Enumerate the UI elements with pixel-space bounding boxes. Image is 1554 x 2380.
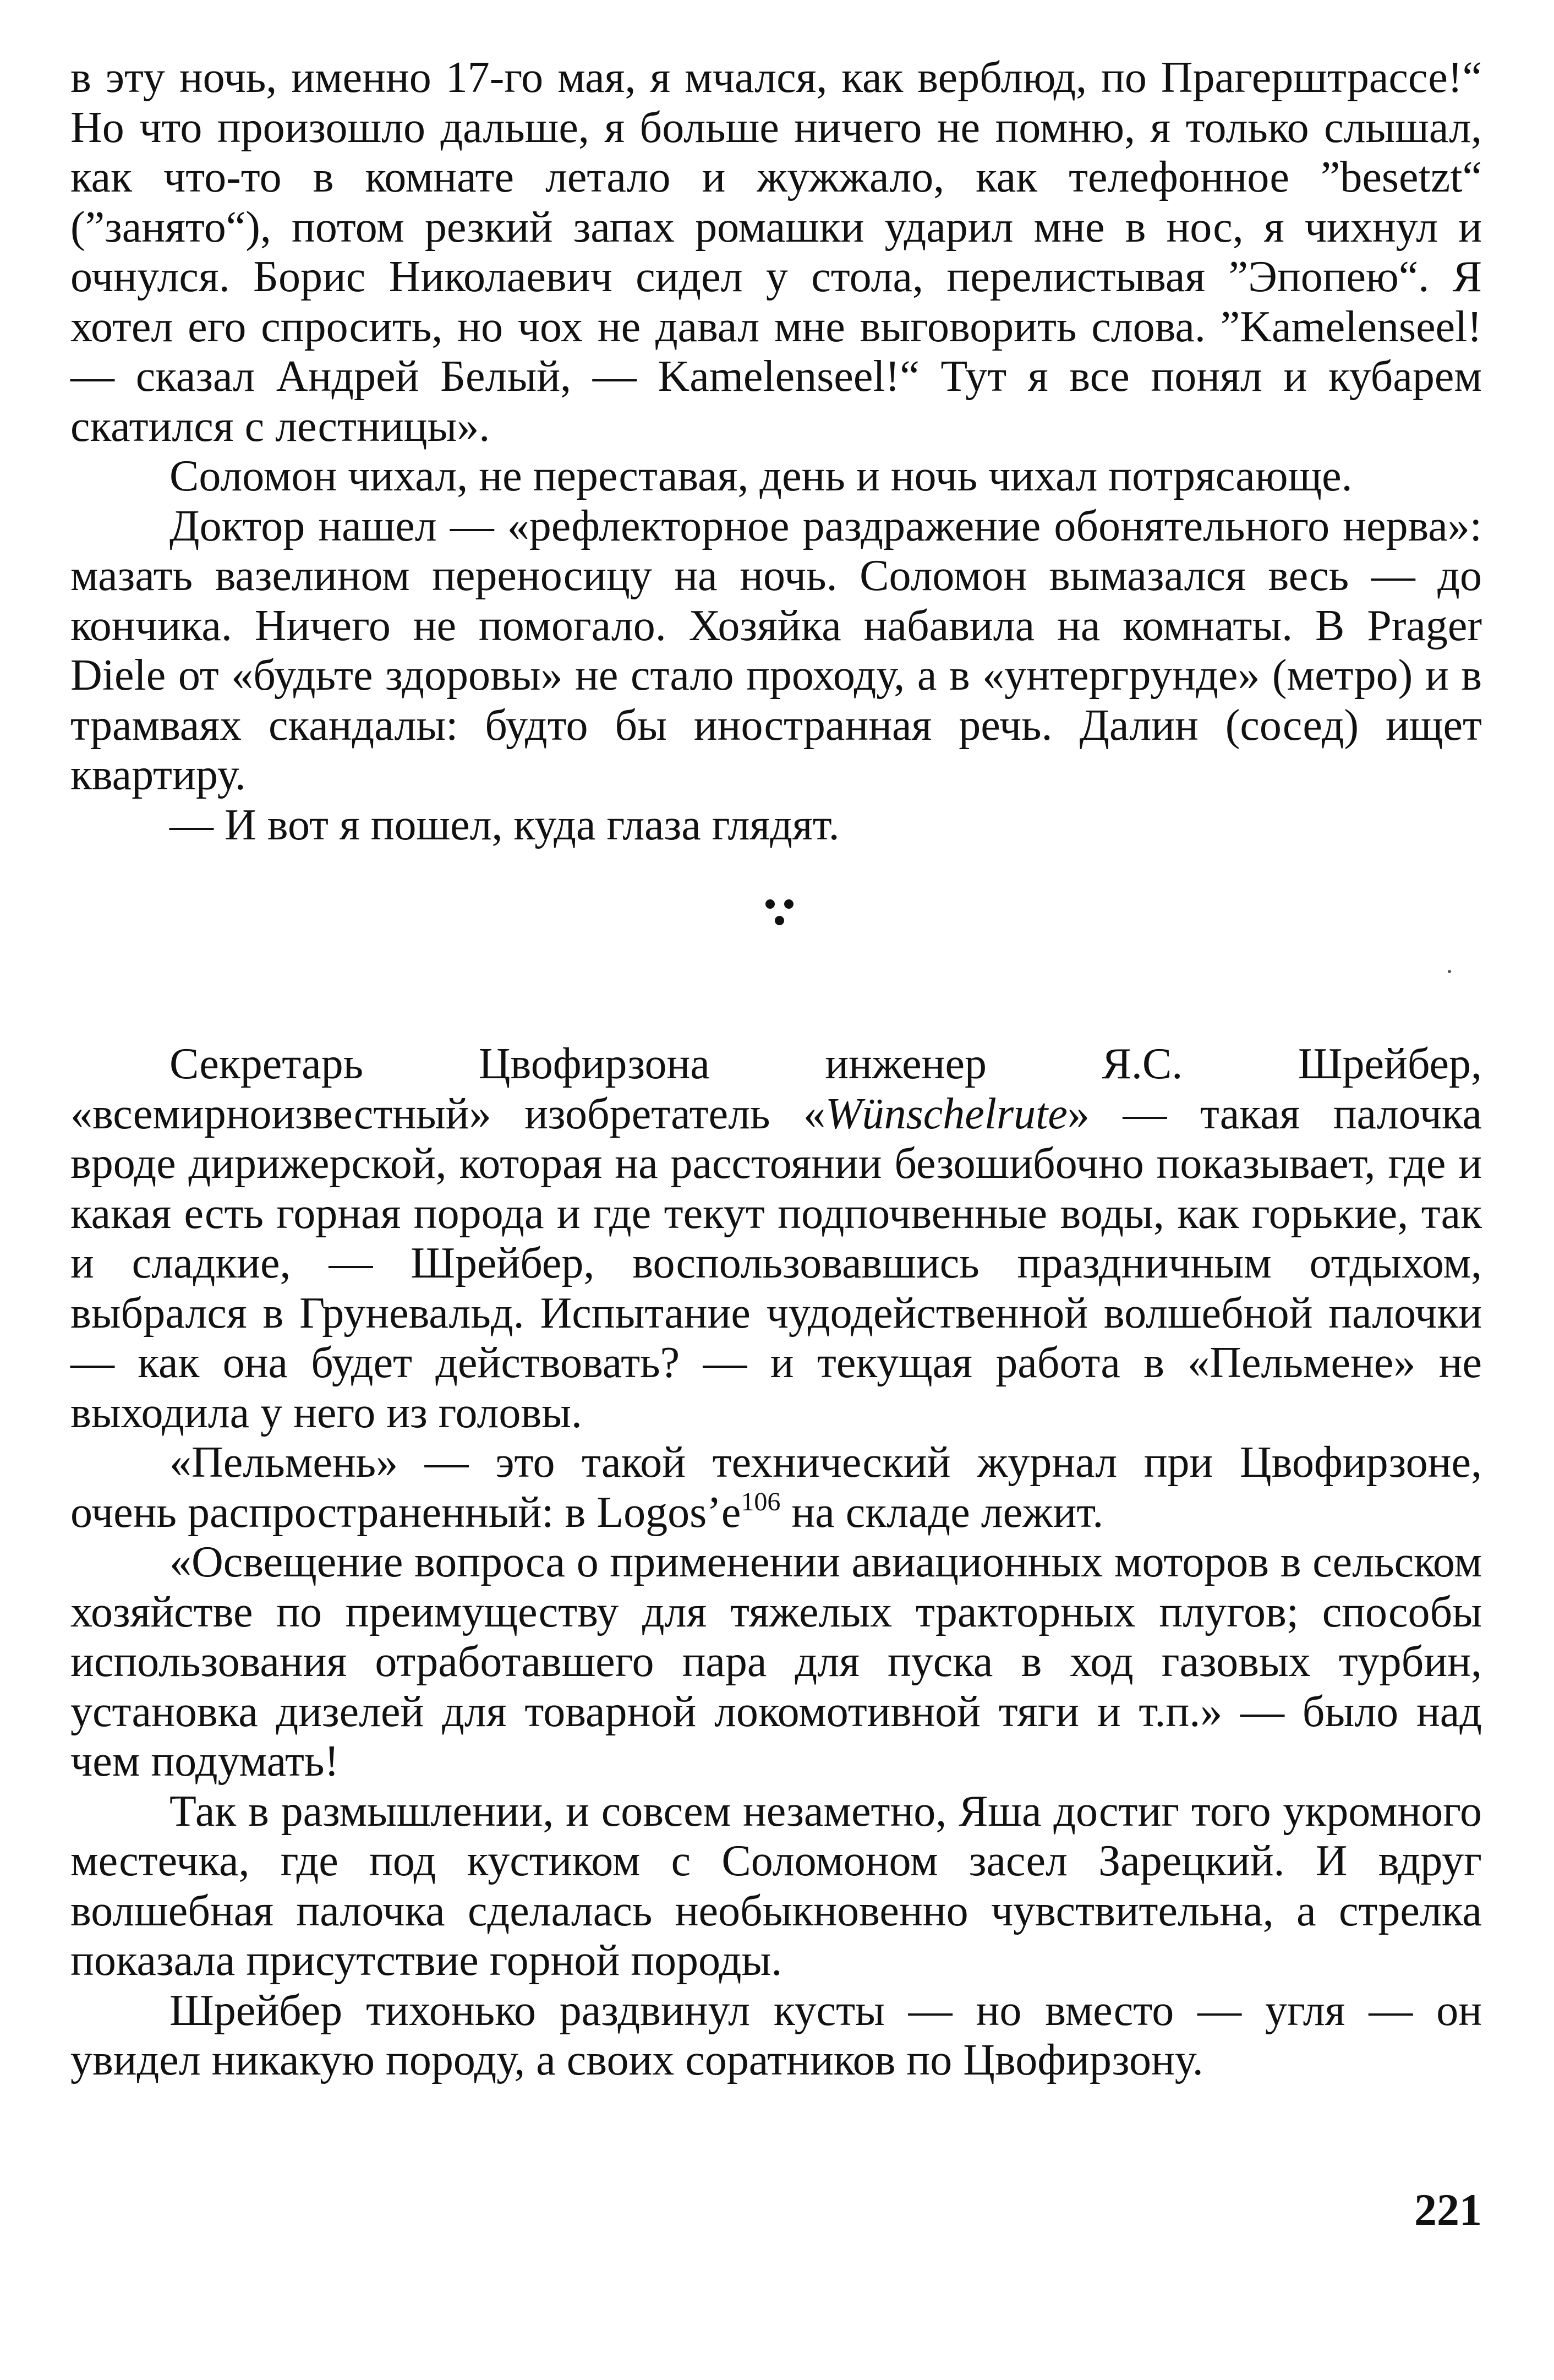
paragraph-sneezing: Соломон чихал, не переставая, день и ночь чихал потрясающе. (169, 452, 1353, 500)
paragraph-pelmen-text-1: «Пельмень» — это такой технический журнал при Цвофирзоне, очень распространенный: в Logos’e (70, 1438, 1482, 1537)
paragraph-went-away: — И вот я пошел, куда глаза глядят. (169, 800, 840, 849)
print-speck (1448, 970, 1451, 973)
paragraph-continued: в эту ночь, именно 17-го мая, я мчался, как верблюд, по Прагерштрассе!“ Но что произошло дальше, я больше ничего не помню, я только слышал, как что-то в комнате летало и жужжало, как телефонное ”besetzt“ (”занято“), потом резкий запах ромашки ударил мне в нос, я чихнул и очнулся. Борис Николаевич сидел у стола, перелистывая ”Эпопею“. Я хотел его спросить, но чох не давал мне выговорить слова. ”Kamelenseel! — сказал Андрей Белый, — Kamelenseel!“ Тут я все понял и кубарем скатился с лестницы». (70, 53, 1482, 451)
paragraph-schreiber-italic-term: Wünschelrute (825, 1089, 1068, 1138)
paragraph-quote-topics: «Освещение вопроса о применении авиационных моторов в сельском хозяйстве по преимуществу для тяжелых тракторных плугов; способы использования отработавшего пара для пуска в ход газовых турбин, установка дизелей для товарной локомотивной тяги и т.п.» — было над чем подумать! (70, 1538, 1482, 1786)
paragraph-bushes: Шрейбер тихонько раздвинул кусты — но вместо — угля — он увидел никакую породу, а своих соратников по Цвофирзону. (70, 1986, 1482, 2084)
paragraph-pelmen (70, 1438, 1482, 1537)
page-number: 221 (1414, 2185, 1482, 2235)
paragraph-yasha: Так в размышлении, и совсем незаметно, Яша достиг того укромного местечка, где под кустиком с Соломоном засел Зарецкий. И вдруг волшебная палочка сделалась необыкновенно чувствительна, а стрелка показала присутствие горной породы. (70, 1787, 1482, 1985)
paragraph-schreiber-text-2: » — такая палочка вроде дирижерской, которая на расстоянии безошибочно показывает, где и какая есть горная порода и где текут подпочвенные воды, как горькие, так и сладкие, — Шрейбер, воспользовавшись праздничным отдыхом, выбрался в Груневальд. Испытание чудодейственной волшебной палочки — как она будет действовать? — и текущая работа в «Пельмене» не выходила у него из головы. (70, 1089, 1482, 1437)
footnote-marker: 106 (741, 1487, 781, 1516)
paragraph-schreiber-text-1: Секретарь Цвофирзона инженер Я.С. Шрейбер, «всемирноизвестный» изобретатель « (70, 1040, 1482, 1138)
paragraph-pelmen-text-2: на складе лежит. (780, 1488, 1104, 1537)
paragraph-schreiber (70, 1039, 1482, 1438)
paragraph-doctor: Доктор нашел — «рефлекторное раздражение обонятельного нерва»: мазать вазелином переносицу на ночь. Соломон вымазался весь — до кончика. Ничего не помогало. Хозяйка набавила на комнаты. В Prager Diele от «будьте здоровы» не стало проходу, а в «унтергрунде» (метро) и в трамваях скандалы: будто бы иностранная речь. Далин (сосед) ищет квартиру. (70, 501, 1482, 799)
section-divider (70, 850, 1482, 1039)
page-body (70, 53, 1482, 2086)
asterism-icon (761, 899, 805, 943)
